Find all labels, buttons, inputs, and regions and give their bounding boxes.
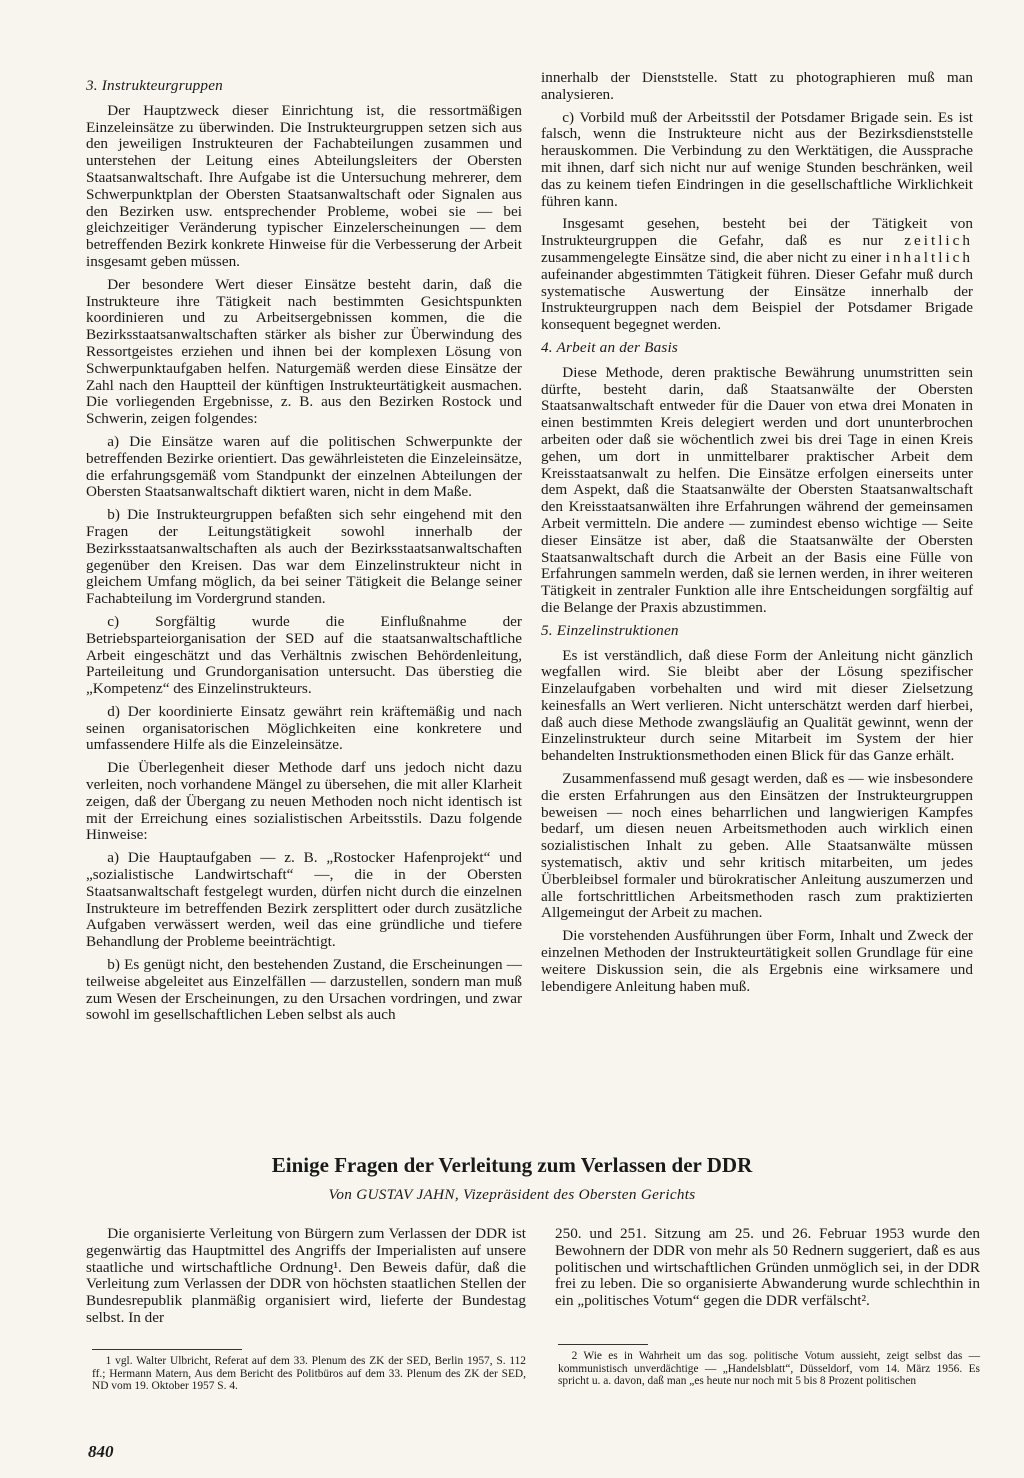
list-item-b: b) Die Instrukteurgruppen befaßten sich sehr eingehend mit den Fragen der Leitungstätigkeit sowohl innerhalb der Bezirksstaatsanwaltschaften als auch der Bezirksstaatsanwaltschaften gegenüber den Kreisen. Das war dem Einzelinstrukteur nicht in gleichem Umfang möglich, da bei seiner Tätigkeit die Belange seiner Fachabteilung im Vordergrund standen.: [86, 506, 522, 608]
list-item-c: c) Sorgfältig wurde die Einflußnahme der Betriebsparteiorganisation der SED auf die staatsanwaltschaftliche Arbeit eingeschätzt und das Verhältnis zwischen Behördenleitung, Parteileitung und Grundorganisation untersucht. Das überstieg die „Kompetenz“ des Einzelinstrukteurs.: [86, 612, 522, 698]
footnote-2: [558, 1350, 980, 1388]
text-run: zusammengelegte Einsätze sind, die aber nicht zu einer: [541, 248, 882, 266]
paragraph: Die Überlegenheit dieser Methode darf uns jedoch nicht dazu verleiten, noch vorhandene Mängel zu übersehen, die mit aller Klarheit zeigen, daß der Übergang zu neuen Methoden noch nicht identisch ist mit der Erreichung eines sozialistischen Arbeitsstils. Dazu folgende Hinweise:: [86, 759, 522, 844]
article-right-column: [555, 1226, 980, 1316]
emphasis-inhaltlich: inhaltlich: [885, 248, 974, 266]
paragraph: Der Hauptzweck dieser Einrichtung ist, die ressortmäßigen Einzeleinsätze zu überwinden. Die Instrukteurgruppen setzen sich aus den jeweiligen Instrukteuren der Fachabteilungen zusammen und unterstehen der Leitung eines Abteilungsleiters der Obersten Staatsanwaltschaft. Ihre Aufgabe ist die Untersuchung mehrerer, dem Schwerpunktplan der Obersten Staatsanwaltschaft oder Signalen aus den Bezirken usw. entsprechender Probleme, wobei sie — bei gleichzeitiger Veränderung typischer Einzelerscheinungen — dem betreffenden Bezirk konkrete Hinweise für die Verbesserung der Arbeit insgesamt geben müssen.: [86, 101, 522, 270]
footnote-1: [92, 1355, 526, 1393]
article-title: Einige Fragen der Verleitung zum Verlassen der DDR: [271, 1153, 753, 1177]
article-left-column: [86, 1226, 526, 1333]
emphasis-zeitlich: zeitlich: [904, 232, 973, 250]
footnote-divider: [558, 1344, 648, 1345]
section-heading-arbeit-an-der-basis: 4. Arbeit an der Basis: [541, 338, 679, 356]
footnote-text: 1 vgl. Walter Ulbricht, Referat auf dem 33. Plenum des ZK der SED, Berlin 1957, S. 112 ff.; Hermann Matern, Aus dem Bericht des Politbüros auf dem 33. Plenum des ZK der SED, ND vom 19. Oktober 1957 S. 4.: [92, 1355, 526, 1393]
paragraph: Zusammenfassend muß gesagt werden, daß es — wie insbesondere die ersten Erfahrungen aus den Einsätzen der Instrukteurgruppen beweisen — noch eines beharrlichen und langwierigen Kampfes bedarf, um diesen neuen Arbeitsmethoden auch wirklich einen sozialistischen Inhalt zu geben. Alle Staatsanwälte müssen systematisch, aktiv und sehr kritisch mitarbeiten, um jedes Überbleibsel formaler und bürokratischer Anleitung auszumerzen und alle fortschrittlichen Arbeitsmethoden rasch zum praktizierten Allgemeingut der Arbeit zu machen.: [541, 770, 973, 922]
section-heading-einzelinstruktionen: 5. Einzelinstruktionen: [541, 621, 679, 639]
paragraph: Der besondere Wert dieser Einsätze besteht darin, daß die Instrukteure ihre Tätigkeit nach bestimmten Gesichtspunkten koordinieren und zu Arbeitsergebnissen kommen, die die Bezirksstaatsanwaltschaften stärker als bisher zur Überwindung des Ressortgeistes erziehen und ihnen bei der komplexen Lösung von Schwerpunktaufgaben helfen. Naturgemäß werden diese Einsätze der Zahl nach den Hauptteil der künftigen Instrukteurtätigkeit ausmachen. Die vorliegenden Ergebnisse, z. B. aus den Bezirken Rostock und Schwerin, zeigen folgendes:: [86, 275, 522, 428]
paragraph: 250. und 251. Sitzung am 25. und 26. Februar 1953 wurde den Bewohnern der DDR von mehr als 50 Rednern suggeriert, daß es aus politischen und wirtschaftlichen Gründen unmöglich sei, in der DDR frei zu leben. Die so organisierte Abwanderung wurde schlechthin in ein „politisches Votum“ gegen die DDR verfälscht².: [555, 1225, 980, 1310]
list-item-a: a) Die Hauptaufgaben — z. B. „Rostocker Hafenprojekt“ und „sozialistische Landwirtschaft“ —, die in der Obersten Staatsanwaltschaft festgelegt wurden, dürfen nicht durch die einzelnen Instrukteure im betreffenden Bezirk zersplittert oder durch zusätzliche Aufgaben verwässert werden, weil das eine gründliche und tiefere Behandlung der Probleme beeinträchtigt.: [86, 849, 522, 951]
list-item-d: d) Der koordinierte Einsatz gewährt rein kräftemäßig und nach seinen organisatorischen Möglichkeiten eine konkretere und umfassendere Hilfe als die Einzeleinsätze.: [86, 702, 522, 754]
article-byline: Von GUSTAV JAHN, Vizepräsident des Obersten Gerichts: [328, 1186, 696, 1203]
paragraph: Die vorstehenden Ausführungen über Form, Inhalt und Zweck der einzelnen Methoden der Instrukteurtätigkeit sollen Grundlage für eine weitere Diskussion sein, die als Ergebnis eine wirksamere und lebendigere Anleitung haben muß.: [541, 927, 973, 995]
section-heading-instrukteurgruppen: 3. Instrukteurgruppen: [86, 77, 223, 94]
footnote-text: 2 Wie es in Wahrheit um das sog. politische Votum aussieht, zeigt selbst das — kommunistisch unverdächtige — „Handelsblatt“, Düsseldorf, vom 14. März 1956. Es spricht u. a. davon, daß man „es heute nur noch mit 5 bis 8 Prozent politischen: [558, 1350, 980, 1388]
paragraph: Es ist verständlich, daß diese Form der Anleitung nicht gänzlich wegfallen wird. Sie bleibt aber der Lösung spezifischer Einzelaufgaben vorbehalten und wird mit dieser Zielsetzung keinesfalls an Wert verlieren. Nicht unterschätzt werden darf hierbei, daß auch diese Methode zwangsläufig an Qualität gewinnt, wenn der Einzelinstrukteur durch seine Mitarbeit im System der hier behandelten Instruktionsmethoden einen Blick für das Ganze erhält.: [541, 646, 973, 765]
list-item-c: c) Vorbild muß der Arbeitsstil der Potsdamer Brigade sein. Es ist falsch, wenn die Instrukteure nicht aus der Bezirksdienststelle herauskommen. Die Verbindung zu den Werktätigen, die Aussprache mit ihnen, darf sich nicht nur auf wenige Stunden beschränken, weil das zu keinem tiefen Eindringen in die gesellschaftliche Wirklichkeit führen kann.: [541, 108, 973, 210]
footnote-divider: [92, 1349, 242, 1350]
paragraph-continuation: innerhalb der Dienststelle. Statt zu photographieren muß man analysieren.: [541, 69, 973, 103]
paragraph: [541, 216, 973, 334]
page-number: 840: [88, 1442, 114, 1461]
list-item-b: b) Es genügt nicht, den bestehenden Zustand, die Erscheinungen — teilweise abgeleitet aus Einzelfällen — darzustellen, sondern man muß zum Wesen der Erscheinungen, zu den Ursachen vordringen, und zwar sowohl im gesellschaftlichen Leben selbst als auch: [86, 956, 522, 1024]
text-run: Insgesamt gesehen, besteht bei der Tätigkeit von Instrukteurgruppen die Gefahr, daß es nur: [541, 215, 973, 250]
paragraph: Diese Methode, deren praktische Bewährung unumstritten sein dürfte, besteht darin, daß Staatsanwälte der Obersten Staatsanwaltschaft entweder für die Dauer von etwa drei Monaten in einen bestimmten Kreis delegiert werden und dort ununterbrochen arbeiten oder daß sie wöchentlich zwei bis drei Tage in einen Kreis gehen, um dort in unmittelbarer praktischer Arbeit dem Kreisstaatsanwalt zu helfen. Die Einsätze erfolgen einerseits unter dem Aspekt, daß die Staatsanwälte der Obersten Staatsanwaltschaft den Kreisstaatsanwälten ihre Erfahrungen während der gemeinsamen Arbeit vermitteln. Die andere — zumindest ebenso wichtige — Seite dieser Einsätze ist aber, daß die Staatsanwälte der Obersten Staatsanwaltschaft durch die Arbeit an der Basis eine Fülle von Erfahrungen sammeln werden, daß sie lernen werden, in ihrer weiteren Tätigkeit in zentraler Funktion alle ihre Entscheidungen sorgfältig auf die Belange der Praxis abzustimmen.: [541, 363, 973, 616]
right-column: [541, 70, 973, 1001]
left-column: [86, 74, 522, 1030]
list-item-a: a) Die Einsätze waren auf die politischen Schwerpunkte der betreffenden Bezirke orientiert. Das gewährleisteten die Einzeleinsätze, die erfahrungsgemäß vom Standpunkt der einzelnen Abteilungen der Obersten Staatsanwaltschaft diktiert waren, nicht in dem Maße.: [86, 432, 522, 501]
paragraph: Die organisierte Verleitung von Bürgern zum Verlassen der DDR ist gegenwärtig das Hauptmittel des Angriffs der Imperialisten auf unsere staatliche und wirtschaftliche Ordnung¹. Den Beweis dafür, daß die Verleitung zum Verlassen der DDR von höchsten staatlichen Stellen der Bundesrepublik planmäßig organisiert wird, lieferte der Bundestag selbst. In der: [86, 1225, 526, 1326]
text-run: aufeinander abgestimmten Tätigkeit führen. Dieser Gefahr muß durch systematische Auswertung der Einsätze innerhalb der Instrukteurgruppen nach dem Beispiel der Potsdamer Brigade konsequent begegnet werden.: [541, 265, 973, 334]
